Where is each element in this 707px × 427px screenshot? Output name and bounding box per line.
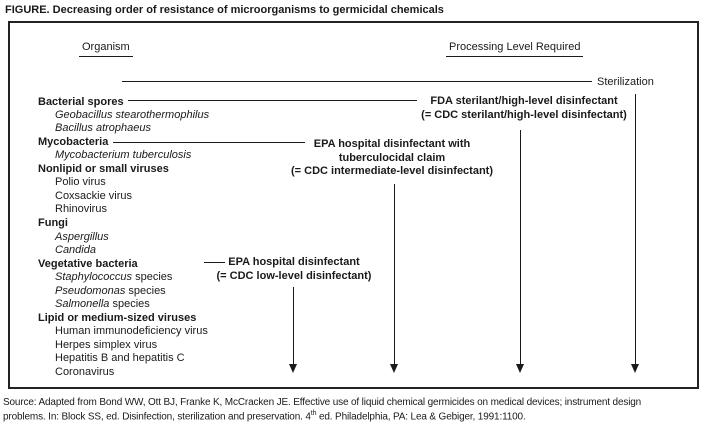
organism-group-lipid-viruses: Lipid or medium-sized viruses [38, 312, 197, 324]
intermediate-level-disinfectant-label [282, 138, 502, 179]
arrow-head-icon [289, 364, 297, 373]
organism-item [55, 285, 166, 297]
organism-suffix: species [109, 298, 150, 310]
source-line2-text: problems. In: Block SS, ed. Disinfection, sterilization and preservation. 4 [3, 411, 311, 423]
mycobacteria-connector-line [113, 142, 305, 143]
high-level-line1: FDA sterilant/high-level disinfectant [430, 95, 618, 107]
organism-group-mycobacteria: Mycobacteria [38, 136, 109, 148]
high-level-line2: (= CDC sterilant/high-level disinfectant) [421, 108, 627, 121]
organism-group-bacterial-spores: Bacterial spores [38, 96, 124, 108]
organism-group-nonlipid-viruses: Nonlipid or small viruses [38, 163, 169, 175]
organism-item: Herpes simplex virus [55, 339, 158, 351]
low-level-line2: (= CDC low-level disinfectant) [216, 269, 372, 282]
figure-title: FIGURE. Decreasing order of resistance of microorganisms to germicidal chemicals [5, 4, 444, 16]
organism-item: Rhinovirus [55, 203, 107, 215]
source-citation-line1: Source: Adapted from Bond WW, Ott BJ, Franke K, McCracken JE. Effective use of liquid chemical germicides on medical devices; instrument design [3, 397, 642, 408]
source-line2-superscript: th [310, 410, 317, 417]
organism-genus: Salmonella [55, 298, 110, 310]
sterilization-connector-line [122, 81, 592, 82]
arrow-shaft [394, 184, 396, 364]
low-level-line1: EPA hospital disinfectant [228, 256, 360, 268]
arrow-head-icon [631, 364, 639, 373]
low-level-disinfectant-label [206, 256, 382, 283]
organism-item: Bacillus atrophaeus [55, 122, 152, 134]
source-citation-line2 [3, 408, 526, 422]
organism-suffix: species [125, 285, 166, 297]
organism-item: Polio virus [55, 176, 106, 188]
arrow-head-icon [516, 364, 524, 373]
processing-column-header: Processing Level Required [446, 41, 583, 57]
organism-item: Hepatitis B and hepatitis C [55, 352, 185, 364]
intermediate-level-line1: EPA hospital disinfectant with [313, 138, 471, 150]
organism-item: Candida [55, 244, 96, 256]
arrow-shaft [293, 287, 295, 364]
organism-item: Geobacillus stearothermophilus [55, 109, 210, 121]
organism-group-vegetative-bacteria: Vegetative bacteria [38, 258, 138, 270]
organism-column-header: Organism [79, 41, 133, 57]
organism-suffix: species [132, 271, 173, 283]
source-line2-text: ed. Philadelphia, PA: Lea & Gebiger, 1991:1100. [316, 411, 526, 423]
intermediate-level-line2: tuberculocidal claim [338, 151, 446, 164]
sterilization-label: Sterilization [597, 76, 654, 88]
organism-genus: Staphylococcus [55, 271, 133, 283]
organism-item: Aspergillus [55, 231, 109, 243]
organism-item: Mycobacterium tuberculosis [55, 149, 192, 161]
organism-item: Human immunodeficiency virus [55, 325, 208, 337]
organism-group-fungi: Fungi [38, 217, 68, 229]
arrow-shaft [520, 130, 522, 364]
organism-item: Coxsackie virus [55, 190, 133, 202]
high-level-disinfectant-label [404, 95, 644, 122]
organism-genus: Pseudomonas [55, 285, 126, 297]
intermediate-level-line3: (= CDC intermediate-level disinfectant) [290, 165, 494, 177]
organism-item [55, 271, 172, 283]
arrow-shaft [635, 94, 637, 364]
organism-item: Coronavirus [55, 366, 115, 378]
arrow-head-icon [390, 364, 398, 373]
bacterial-spores-connector-line [128, 100, 417, 101]
organism-item [55, 298, 150, 310]
